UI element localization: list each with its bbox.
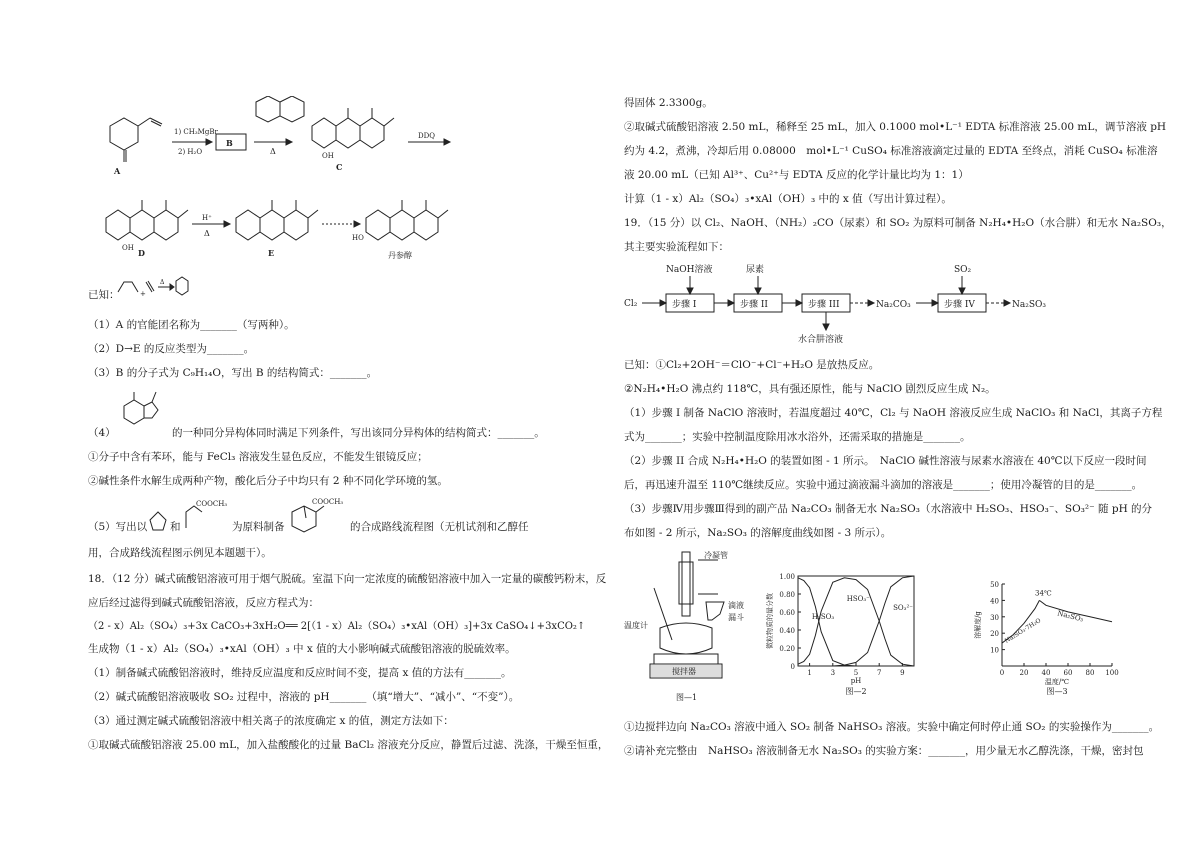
cooch3-label-2: COOCH₃ [312, 498, 344, 506]
flow-na2so3: Na₂SO₃ [1012, 300, 1047, 310]
question-19-2a: （2）步骤 II 合成 N₂H₄•H₂O 的装置如图 - 1 所示。 NaClO 碱性溶液与尿素水溶液在 40℃以下反应一段时间 [624, 455, 1147, 467]
chart3-xtick-label: 40 [1041, 669, 1051, 677]
question-18-2: （2）碱式硫酸铝溶液吸收 SO₂ 过程中，溶液的 pH_______（填“增大”、“减小”、“不变”）。 [88, 691, 520, 703]
known-19-1: 已知：①Cl₂+2OH⁻＝ClO⁻+Cl⁻+H₂O 是放热反应。 [624, 359, 880, 371]
svg-text:+: + [140, 290, 146, 298]
flow-urea: 尿素 [746, 265, 765, 275]
question-17-5-a: （5）写出以 [88, 521, 148, 533]
figure-1-caption: 图—1 [676, 693, 698, 702]
question-18-line4: 生成物（1 - x）Al₂（SO₄）₃•xAl（OH）₃ 中 x 值的大小影响碱式硫酸铝溶液的脱硫效率。 [88, 643, 516, 655]
chart3-ytick-label: 50 [990, 581, 999, 589]
label-c: C [336, 162, 343, 172]
chart2-series-label: SO₃²⁻ [893, 604, 913, 613]
label-a: A [114, 166, 121, 176]
known-19-2: ②N₂H₄•H₂O 沸点约 118℃，具有强还原性，能与 NaClO 剧烈反应生成 N₂。 [624, 383, 996, 395]
question-17-5-c: 的合成路线流程图（无机试剂和乙醇任 [350, 521, 529, 533]
question-19-flow-intro: 其主要实验流程如下： [624, 241, 729, 253]
chart2-series-line [798, 578, 914, 666]
figure-1-apparatus [620, 548, 760, 708]
right-line-2: ②取碱式硫酸铝溶液 2.50 mL，稀释至 25 mL，加入 0.1000 mol•L⁻¹ EDTA 标准溶液 25.00 mL，调节溶液 pH [624, 121, 1167, 133]
delta-2: Δ [204, 229, 210, 238]
chart3-xtick-label: 80 [1085, 669, 1095, 677]
question-18-line2: 应后经过滤得到碱式硫酸铝溶液，反应方程式为： [88, 597, 319, 609]
funnel-label-2: 漏斗 [728, 613, 744, 622]
known-label: 已知： [88, 289, 120, 301]
oh-label-c: OH [322, 152, 334, 160]
chart3-ylabel: 溶解度/g [974, 611, 982, 639]
question-17-5-and: 和 [170, 521, 181, 533]
question-19-3-2: ②请补充完整由 NaHSO₃ 溶液制备无水 Na₂SO₃ 的实验方案：_______，用少量无水乙醇洗涤，干燥，密封包 [624, 745, 1144, 757]
question-17-3: （3）B 的分子式为 C₉H₁₄O，写出 B 的结构简式：_______。 [88, 367, 378, 379]
label-d: D [138, 248, 145, 258]
ddq-label: DDQ [418, 132, 435, 140]
right-line-3: 约为 4.2，煮沸，冷却后用 0.08000 mol•L⁻¹ CuSO₄ 标准溶液滴定过量的 EDTA 至终点，消耗 CuSO₄ 标准溶 [624, 145, 1158, 157]
chart3-ytick-label: 40 [990, 597, 999, 606]
question-19-1b: 式为_______；实验中控制温度除用冰水浴外，还需采取的措施是_______。 [624, 431, 971, 443]
chart2-series-label: HSO₃⁻ [846, 595, 870, 604]
chart2-ytick-label: 0.80 [779, 591, 795, 599]
question-19-2b: 后，再迅速升温至 110℃继续反应。实验中通过滴液漏斗滴加的溶液是_______；使用冷凝管的目的是_______。 [624, 479, 1143, 491]
cooch3-label-1: COOCH₃ [196, 500, 228, 508]
chart2-xlabel: pH [850, 677, 862, 685]
question-18-equation: （2 - x）Al₂（SO₄）₃+3x CaCO₃+3xH₂O══ 2[（1 - x）Al₂（SO₄）₃•xAl（OH）₃]+3x CaSO₄↓+3xCO₂↑ [88, 621, 586, 632]
condition-1: ①分子中含有苯环，能与 FeCl₃ 溶液发生显色反应，不能发生银镜反应； [88, 451, 428, 463]
chart3-xtick-label: 0 [999, 669, 1005, 677]
flow-step-4: 步骤 IV [944, 300, 975, 310]
chart2-ytick-label: 1.00 [779, 573, 795, 581]
condenser-label: 冷凝管 [704, 551, 728, 560]
chart3-xtick-label: 60 [1063, 669, 1073, 677]
question-19-3a: （3）步骤Ⅳ用步骤Ⅲ得到的副产品 Na₂CO₃ 制备无水 Na₂SO₃（水溶液中 H₂SO₃、HSO₃⁻、SO₃²⁻ 随 pH 的分 [624, 503, 1153, 515]
flow-step-1: 步骤 I [672, 300, 697, 310]
chart2-ylabel: 微粒物质的量分数 [766, 593, 774, 649]
process-flow [622, 258, 1092, 348]
chart2-ytick-label: 0.40 [779, 627, 795, 635]
chart2-xtick-label: 3 [830, 669, 836, 677]
right-line-4: 液 20.00 mL（已知 Al³⁺、Cu²⁺与 EDTA 反应的化学计量比均为 1：1） [624, 169, 969, 181]
diels-alder-scheme [114, 272, 194, 302]
flow-na2co3: Na₂CO₃ [876, 300, 911, 310]
question-18-3: （3）通过测定碱式硫酸铝溶液中相关离子的浓度确定 x 的值，测定方法如下： [88, 715, 454, 727]
q4-structure [118, 386, 170, 438]
question-18-title: 18．（12 分）碱式硫酸铝溶液可用于烟气脱硫。室温下向一定浓度的硫酸铝溶液中加入一定量的碳酸钙粉末，反 [88, 573, 607, 585]
delta-3: Δ [160, 279, 165, 286]
chart3-series-label: Na₂SO₃ [1056, 609, 1085, 624]
question-18-1: （1）制备碱式硫酸铝溶液时，维持反应温度和反应时间不变，提高 x 值的方法有_______。 [88, 667, 512, 679]
question-17-4-num: （4） [88, 427, 116, 439]
oh-label-d: OH [122, 244, 134, 252]
question-19-title: 19．（15 分）以 Cl₂、NaOH、（NH₂）₂CO（尿素）和 SO₂ 为原料可制备 N₂H₄•H₂O（水合肼）和无水 Na₂SO₃， [624, 217, 1172, 229]
flow-naoh: NaOH溶液 [666, 265, 713, 275]
chart2-ytick-label: 0.20 [779, 645, 795, 653]
question-19-3b: 布如图 - 2 所示，Na₂SO₃ 的溶解度曲线如图 - 3 所示）。 [624, 527, 892, 539]
chart3-caption: 图—3 [1046, 687, 1068, 696]
chart2-xtick-label: 9 [900, 669, 905, 677]
box-b-label: B [226, 138, 233, 148]
synthesis-scheme [88, 96, 508, 286]
chart2-series-label: H₂SO₃ [811, 613, 835, 622]
chart3-ytick-label: 20 [990, 630, 999, 639]
chart3-xlabel: 温度/℃ [1044, 678, 1070, 686]
flow-step-2: 步骤 II [740, 300, 768, 310]
question-17-5-b: 为原料制备 [232, 521, 285, 533]
question-17-4: 的一种同分异构体同时满足下列条件，写出该同分异构体的结构简式：_______。 [172, 427, 545, 439]
stirrer-label: 搅拌器 [672, 667, 696, 676]
chart3-xtick-label: 20 [1019, 669, 1029, 677]
condition-2: ②碱性条件水解生成两种产物，酸化后分子中均只有 2 种不同化学环境的氢。 [88, 475, 448, 487]
question-17-2: （2）D→E 的反应类型为_______。 [88, 343, 255, 355]
chart2-caption: 图—2 [845, 687, 867, 696]
chart2-xtick-label: 5 [853, 669, 859, 677]
acid-label: H⁺ [202, 214, 212, 222]
chart2-xtick-label: 7 [876, 669, 882, 677]
figure-2-chart [762, 566, 932, 700]
question-17-1: （1）A 的官能团名称为_______（写两种）。 [88, 319, 295, 331]
chart3-xtick-label: 100 [1105, 669, 1119, 677]
question-19-3-1: ①边搅拌边向 Na₂CO₃ 溶液中通入 SO₂ 制备 NaHSO₃ 溶液。实验中确定何时停止通 SO₂ 的实验操作为_______。 [624, 721, 1160, 733]
ho-label: HO [352, 234, 364, 242]
right-line-5: 计算（1 - x）Al₂（SO₄）₃•xAl（OH）₃ 中的 x 值（写出计算过程）。 [624, 193, 952, 205]
chart2-xtick-label: 1 [807, 669, 812, 677]
flow-step-3: 步骤 III [808, 300, 840, 310]
question-18-3a: ①取碱式硫酸铝溶液 25.00 mL，加入盐酸酸化的过量 BaCl₂ 溶液充分反应，静置后过滤、洗涤，干燥至恒重， [88, 739, 609, 751]
product-label: 丹参醇 [388, 251, 412, 260]
chart2-series-line [798, 578, 914, 666]
flow-hydrazine: 水合肼溶液 [798, 335, 844, 345]
chart3-series-label: Na₂SO₃·7H₂O [1003, 617, 1043, 645]
question-17-5-d: 用，合成路线流程图示例见本题题干）。 [88, 547, 272, 559]
delta-1: Δ [270, 147, 276, 156]
label-e: E [268, 248, 275, 258]
thermometer-label: 温度计 [624, 621, 648, 630]
figure-3-chart [972, 576, 1122, 700]
chart3-ytick-label: 10 [990, 646, 999, 655]
funnel-label-1: 滴液 [728, 601, 744, 610]
chart3-ytick-label: 30 [990, 613, 999, 622]
chart2-ytick-label: 0 [790, 663, 795, 671]
flow-cl2: Cl₂ [624, 299, 638, 309]
chart3-annotation: 34℃ [1035, 589, 1052, 598]
flow-so2: SO₂ [954, 265, 972, 275]
chart2-ytick-label: 0.60 [779, 609, 795, 617]
right-line-1: 得固体 2.3300g。 [624, 97, 713, 109]
reagent-1b: 2) H₂O [178, 148, 203, 156]
question-19-1a: （1）步骤 I 制备 NaClO 溶液时，若温度超过 40℃，Cl₂ 与 NaOH 溶液反应生成 NaClO₃ 和 NaCl，其离子方程 [624, 407, 1163, 419]
reagent-1a: 1) CH₃MgBr [174, 128, 218, 136]
